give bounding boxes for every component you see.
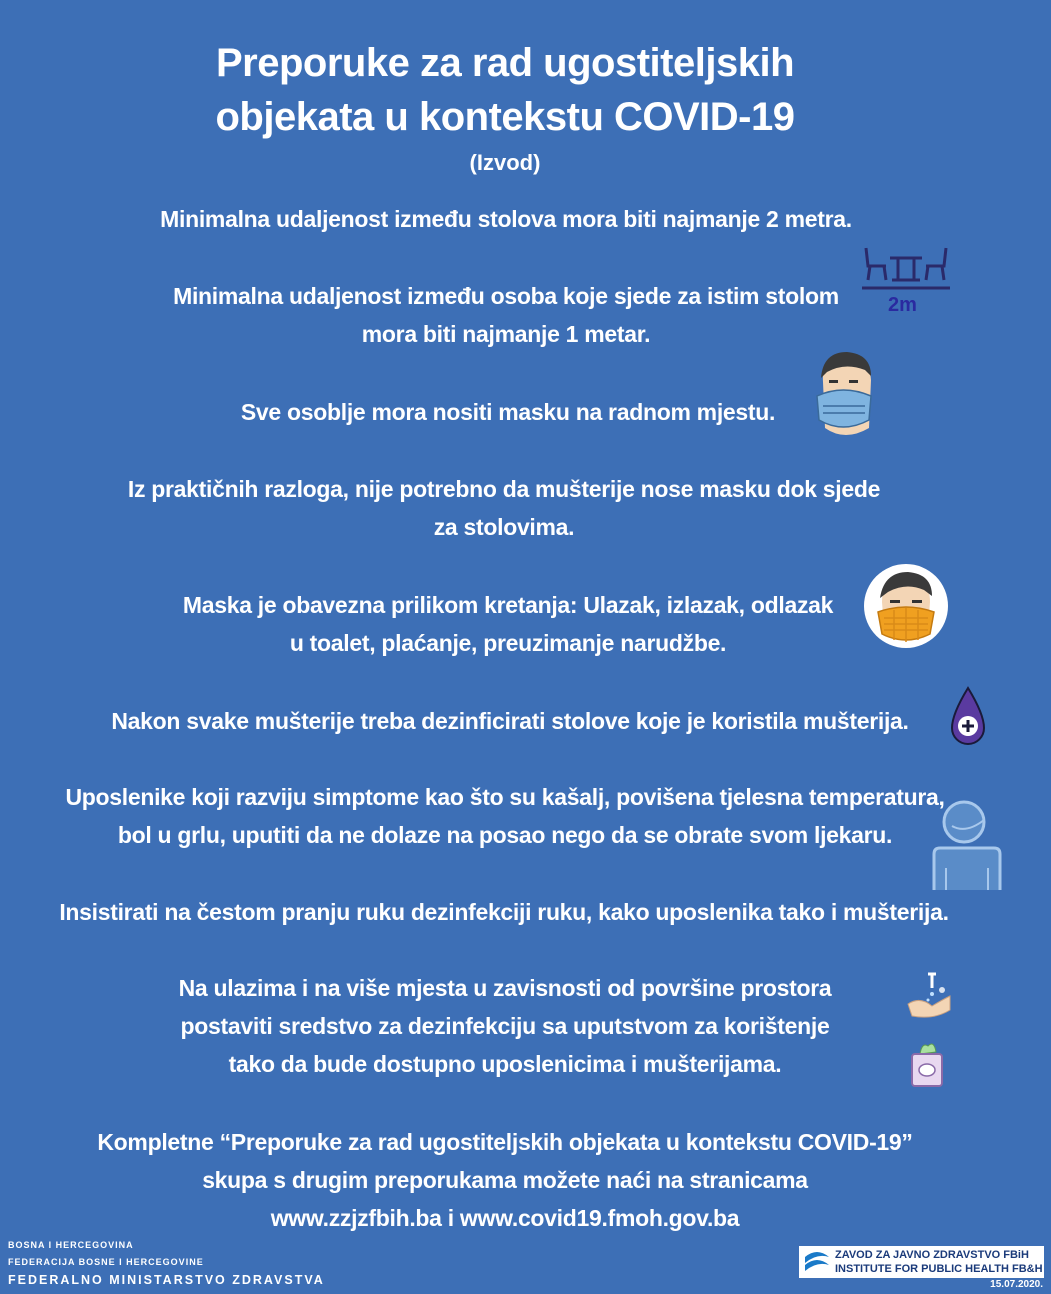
recommendation-line: Na ulazima i na više mjesta u zavisnosti od površine prostora xyxy=(178,975,832,1001)
publication-date: 15.07.2020. xyxy=(990,1279,1043,1290)
recommendation-line: u toalet, plaćanje, preuzimanje narudžbe. xyxy=(289,630,727,656)
title-line-1: Preporuke za rad ugostiteljskih xyxy=(216,41,794,85)
recommendation-line: Minimalna udaljenost između osoba koje sjede za istim stolom xyxy=(173,283,839,309)
recommendation-line: mora biti najmanje 1 metar. xyxy=(361,321,651,347)
recommendation-8 xyxy=(0,893,1008,931)
recommendation-line: Maska je obavezna prilikom kretanja: Ulazak, izlazak, odlazak xyxy=(182,592,834,618)
recommendation-9 xyxy=(0,969,1010,1083)
title-line-2: objekata u kontekstu COVID-19 xyxy=(215,95,795,139)
recommendation-1 xyxy=(0,200,1012,238)
handwashing-icon xyxy=(906,970,952,1020)
recommendation-line: skupa s drugim preporukama možete naći na stranicama xyxy=(202,1167,808,1193)
recommendation-line: Minimalna udaljenost između stolova mora biti najmanje 2 metra. xyxy=(160,206,852,232)
recommendation-line: Sve osoblje mora nositi masku na radnom mjestu. xyxy=(240,399,776,425)
footer-ministry: FEDERALNO MINISTARSTVO ZDRAVSTVA xyxy=(8,1273,325,1287)
footer-federation: FEDERACIJA BOSNE I HERCEGOVINE xyxy=(8,1257,204,1267)
sick-worker-icon xyxy=(930,796,1004,890)
staff-mask-icon xyxy=(815,350,877,440)
distance-label: 2m xyxy=(888,294,917,316)
institute-logo-icon xyxy=(803,1249,831,1275)
page-subtitle: (Izvod) xyxy=(469,150,541,175)
recommendation-line: bol u grlu, uputiti da ne dolaze na posao nego da se obrate svom ljekaru. xyxy=(117,822,893,848)
recommendation-line: Insistirati na čestom pranju ruku dezinfekciji ruku, kako uposlenika tako i mušterija. xyxy=(59,899,949,925)
footer-country: BOSNA I HERCEGOVINA xyxy=(8,1240,134,1250)
logo-line-2: INSTITUTE FOR PUBLIC HEALTH FB&H xyxy=(835,1263,1043,1275)
customer-mask-icon xyxy=(862,562,950,650)
page-title xyxy=(0,36,1010,144)
recommendation-line: Nakon svake mušterije treba dezinficirati stolove koje je koristila mušterija. xyxy=(111,708,909,734)
institute-logo xyxy=(799,1246,1044,1278)
recommendation-line: Iz praktičnih razloga, nije potrebno da mušterije nose masku dok sjede xyxy=(127,476,881,502)
recommendation-6 xyxy=(0,702,1020,740)
recommendation-10 xyxy=(0,1123,1010,1237)
recommendation-7 xyxy=(0,778,1010,854)
recommendation-4 xyxy=(0,470,1008,546)
recommendation-line: za stolovima. xyxy=(433,514,575,540)
logo-line-1: ZAVOD ZA JAVNO ZDRAVSTVO FBiH xyxy=(835,1249,1029,1261)
recommendation-line: tako da bude dostupno uposlenicima i mušterijama. xyxy=(228,1051,782,1077)
table-distance-icon xyxy=(860,244,952,320)
sanitizer-box-icon xyxy=(908,1038,946,1090)
recommendation-line: www.zzjzfbih.ba i www.covid19.fmoh.gov.ba xyxy=(270,1205,740,1231)
disinfectant-drop-icon xyxy=(948,686,988,748)
recommendation-line: postaviti sredstvo za dezinfekciju sa uputstvom za korištenje xyxy=(180,1013,830,1039)
tables-chairs-icon xyxy=(860,244,952,294)
recommendation-line: Uposlenike koji razviju simptome kao što su kašalj, povišena tjelesna temperatura, xyxy=(65,784,945,810)
recommendation-line: Kompletne “Preporuke za rad ugostiteljskih objekata u kontekstu COVID-19” xyxy=(97,1129,913,1155)
